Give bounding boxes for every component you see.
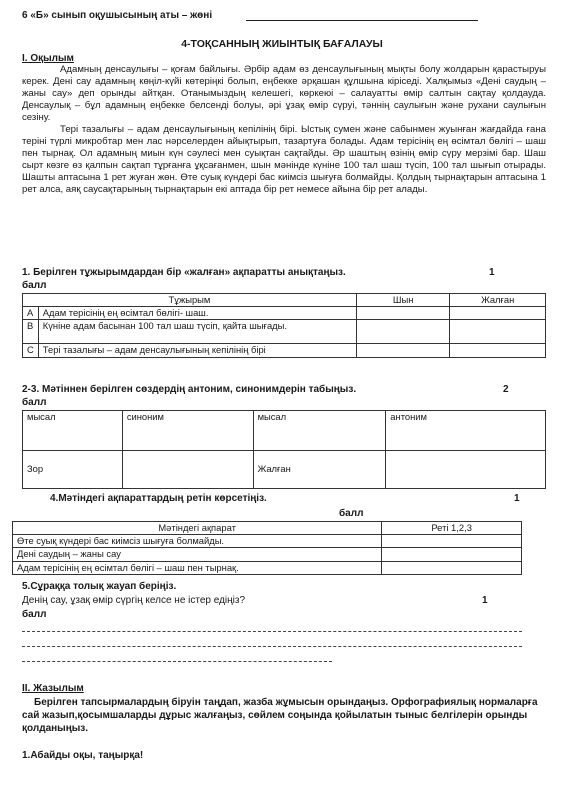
task4-header-info: Мәтіндегі ақпарат bbox=[13, 522, 382, 535]
row-letter: B bbox=[23, 320, 39, 344]
writing-instruction: Берілген тапсырмалардың біруін таңдап, жазба жұмысын орындаңыз. Орфографиялық нормаларға сай жазып,қосымшаларды дұрыс жалғаңыз, сөйлем соңында қойылатын тыныс белгілерін орынды қолданыңыз. bbox=[22, 697, 538, 734]
info-text: Дені саудың – жаны сау bbox=[13, 548, 382, 561]
table-row bbox=[13, 535, 522, 548]
table-row bbox=[23, 344, 546, 357]
student-name-line[interactable] bbox=[246, 20, 478, 21]
task2-points: 2 bbox=[503, 384, 509, 395]
student-name-label: 6 «Б» сынып оқушысының аты – жөні bbox=[22, 10, 213, 21]
reading-text bbox=[22, 64, 546, 196]
example-word: Зор bbox=[23, 451, 123, 489]
order-answer-cell[interactable] bbox=[382, 561, 522, 574]
false-answer-cell[interactable] bbox=[450, 344, 546, 357]
info-text: Өте суық күндері бас киімсіз шығуға болмайды. bbox=[13, 535, 382, 548]
task2-header-antonym: антоним bbox=[386, 411, 546, 451]
antonym-answer-cell[interactable] bbox=[386, 451, 546, 489]
synonym-answer-cell[interactable] bbox=[122, 451, 253, 489]
reading-paragraph-2: Тері тазалығы – адам денсаулығының кепілінің бірі. Ыстық сумен және сабынмен жуынған жағдайда ғана теріні түрлі микробтар мен лас нәрселерден айықтырып, тазартуға болады. Адам терісінің ең өсімтал бөлігі – шаш пен тырнақ. Ол адамның миын күн сәулесі мен суықтан сақтайды. Әр шаштың өзінің өмір сүру мерзімі бар. Шаш сырт көзге өз қалпын сақтап тұрғанға ұқсағанмен, шын мәнінде күніне 100 тал шаш түсіп, 100 тал шығып отырады. Шашты аптасына 1 рет жуған жөн. Өте суық күндері бас киімсіз шығуға болмайды. Қолдың тырнақтарын аптасына 1 рет алса, аяқ саусақтарының тырнақтарын екі аптада бір рет немесе айына бір рет алады. bbox=[22, 124, 546, 195]
page-title: 4-ТОҚСАННЫҢ ЖИЫНТЫҚ БАҒАЛАУЫ bbox=[181, 38, 383, 50]
task1-points-unit: балл bbox=[22, 280, 47, 291]
table-row bbox=[23, 307, 546, 320]
reading-section-title: I. Оқылым bbox=[22, 53, 74, 64]
task2-table bbox=[22, 410, 546, 489]
task1-header-statement: Тұжырым bbox=[23, 294, 357, 307]
task2-points-unit: балл bbox=[22, 397, 47, 408]
writing-item-1: 1.Абайды оқы, таңырқа! bbox=[22, 750, 144, 761]
row-letter: C bbox=[23, 344, 39, 357]
order-answer-cell[interactable] bbox=[382, 548, 522, 561]
answer-line[interactable] bbox=[22, 646, 522, 647]
task2-question: 2-3. Мәтіннен берілген сөздердің антоним, синонимдерін табыңыз. bbox=[22, 384, 357, 395]
task1-header-false: Жалған bbox=[450, 294, 546, 307]
table-row bbox=[13, 561, 522, 574]
table-row bbox=[23, 451, 546, 489]
true-answer-cell[interactable] bbox=[356, 320, 450, 344]
false-answer-cell[interactable] bbox=[450, 307, 546, 320]
info-text: Адам терісінің ең өсімтал бөлігі – шаш пен тырнақ. bbox=[13, 561, 382, 574]
task4-points-unit: балл bbox=[339, 508, 364, 519]
task1-points: 1 bbox=[489, 267, 495, 278]
task5-subquestion: Денің сау, ұзақ өмір сүргің келсе не істер едіңіз? bbox=[22, 595, 246, 606]
task4-question: 4.Мәтіндегі ақпараттардың ретін көрсетіңіз. bbox=[50, 493, 267, 504]
task2-header-example-2: мысал bbox=[253, 411, 386, 451]
row-statement: Тері тазалығы – адам денсаулығының кепілінің бірі bbox=[38, 344, 356, 357]
task4-table bbox=[12, 521, 522, 575]
answer-line[interactable] bbox=[22, 631, 522, 632]
task1-header-true: Шын bbox=[356, 294, 450, 307]
task1-question: 1. Берілген тұжырымдардан бір «жалған» ақпаратты анықтаңыз. bbox=[22, 267, 346, 278]
task2-header-example-1: мысал bbox=[23, 411, 123, 451]
table-row bbox=[13, 548, 522, 561]
task5-question: 5.Сұраққа толық жауап беріңіз. bbox=[22, 581, 177, 592]
row-statement: Күніне адам басынан 100 тал шаш түсіп, қайта шығады. bbox=[38, 320, 356, 344]
example-word: Жалған bbox=[253, 451, 386, 489]
task4-header-order: Реті 1,2,3 bbox=[382, 522, 522, 535]
true-answer-cell[interactable] bbox=[356, 307, 450, 320]
task1-table bbox=[22, 293, 546, 358]
task5-points-unit: балл bbox=[22, 609, 47, 620]
task4-points: 1 bbox=[514, 493, 520, 504]
table-row bbox=[23, 320, 546, 344]
task5-points: 1 bbox=[482, 595, 488, 606]
row-letter: A bbox=[23, 307, 39, 320]
answer-line[interactable] bbox=[22, 661, 332, 662]
order-answer-cell[interactable] bbox=[382, 535, 522, 548]
writing-section-title: II. Жазылым bbox=[22, 683, 84, 694]
true-answer-cell[interactable] bbox=[356, 344, 450, 357]
false-answer-cell[interactable] bbox=[450, 320, 546, 344]
task2-header-synonym: синоним bbox=[122, 411, 253, 451]
row-statement: Адам терісінің ең өсімтал бөлігі- шаш. bbox=[38, 307, 356, 320]
reading-paragraph-1: Адамның денсаулығы – қоғам байлығы. Әрбір адам өз денсаулығының мықты болу жолдарын қарастыруы керек. Дені сау адамның көңіл-күйі көтеріңкі болып, еңбекке әрқашан құлшына кіріседі. Халқымыз «Дені саудың – жаны сау» деп орынды айтқан. Отанымыздың келешегі, көркеюі – салауатты өмір салтын сақтау қолдауда. Денсаулық – бұл адамның еңбекке белсенді болуы, әрі ұзақ өмір сүруі, тәннің саулығын және рухани саулығын сезіну. bbox=[22, 64, 546, 123]
